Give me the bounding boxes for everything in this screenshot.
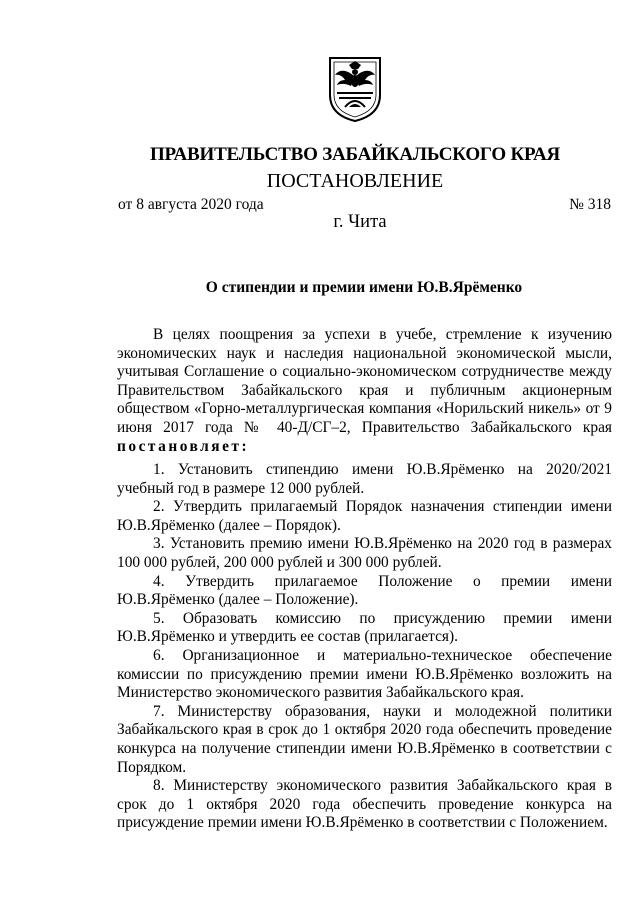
- resolution-item: 2. Утвердить прилагаемый Порядок назначения стипендии имени Ю.В.Ярёменко (далее – Порядок).: [117, 498, 612, 534]
- document-subject: О стипендии и премии имени Ю.В.Ярёменко: [205, 279, 523, 296]
- document-city: г. Чита: [333, 212, 387, 232]
- preamble-paragraph: [117, 326, 612, 456]
- resolution-item: 1. Установить стипендию имени Ю.В.Ярёменко на 2020/2021 учебный год в размере 12 000 рублей.: [117, 461, 612, 497]
- resolution-item: 8. Министерству экономического развития Забайкальского края в срок до 1 октября 2020 года обеспечить проведение конкурса на присуждение премии имени Ю.В.Ярёменко в соответствии с Положением.: [117, 777, 612, 832]
- document-date: от 8 августа 2020 года: [118, 196, 264, 213]
- resolution-word: постановляет: [117, 437, 242, 455]
- document-number: № 318: [569, 196, 611, 213]
- resolution-colon: :: [241, 437, 250, 455]
- coat-of-arms-icon: [327, 55, 383, 123]
- government-title: ПРАВИТЕЛЬСТВО ЗАБАЙКАЛЬСКОГО КРАЯ: [149, 144, 561, 165]
- resolution-item: 3. Установить премию имени Ю.В.Ярёменко на 2020 год в размерах 100 000 рублей, 200 000 рублей и 300 000 рублей.: [117, 535, 612, 571]
- preamble-text: В целях поощрения за успехи в учебе, стремление к изучению экономических наук и наследия национальной экономической мысли, учитывая Соглашение о социально-экономическом сотрудничестве между Правительством Забайкальского края и публичным акционерным обществом «Горно-металлургическая компания «Норильский никель» от 9 июня 2017 года № 40-Д/СГ–2, Правительство Забайкальского края: [117, 326, 612, 436]
- resolution-items: [117, 461, 612, 833]
- resolution-item: 7. Министерству образования, науки и молодежной политики Забайкальского края в срок до 1 октября 2020 года обеспечить проведение конкурса на получение стипендии имени Ю.В.Ярёменко в соответствии с Порядком.: [117, 702, 612, 776]
- resolution-item: 6. Организационное и материально-техническое обеспечение комиссии по присуждению премии имени Ю.В.Ярёменко возложить на Министерство экономического развития Забайкальского края.: [117, 646, 612, 702]
- resolution-item: 5. Образовать комиссию по присуждению премии имени Ю.В.Ярёменко и утвердить ее состав (прилагается).: [117, 609, 612, 646]
- preamble: [117, 326, 612, 456]
- document-type: ПОСТАНОВЛЕНИЕ: [266, 170, 444, 192]
- resolution-item: 4. Утвердить прилагаемое Положение о премии имени Ю.В.Ярёменко (далее – Положение).: [117, 572, 612, 609]
